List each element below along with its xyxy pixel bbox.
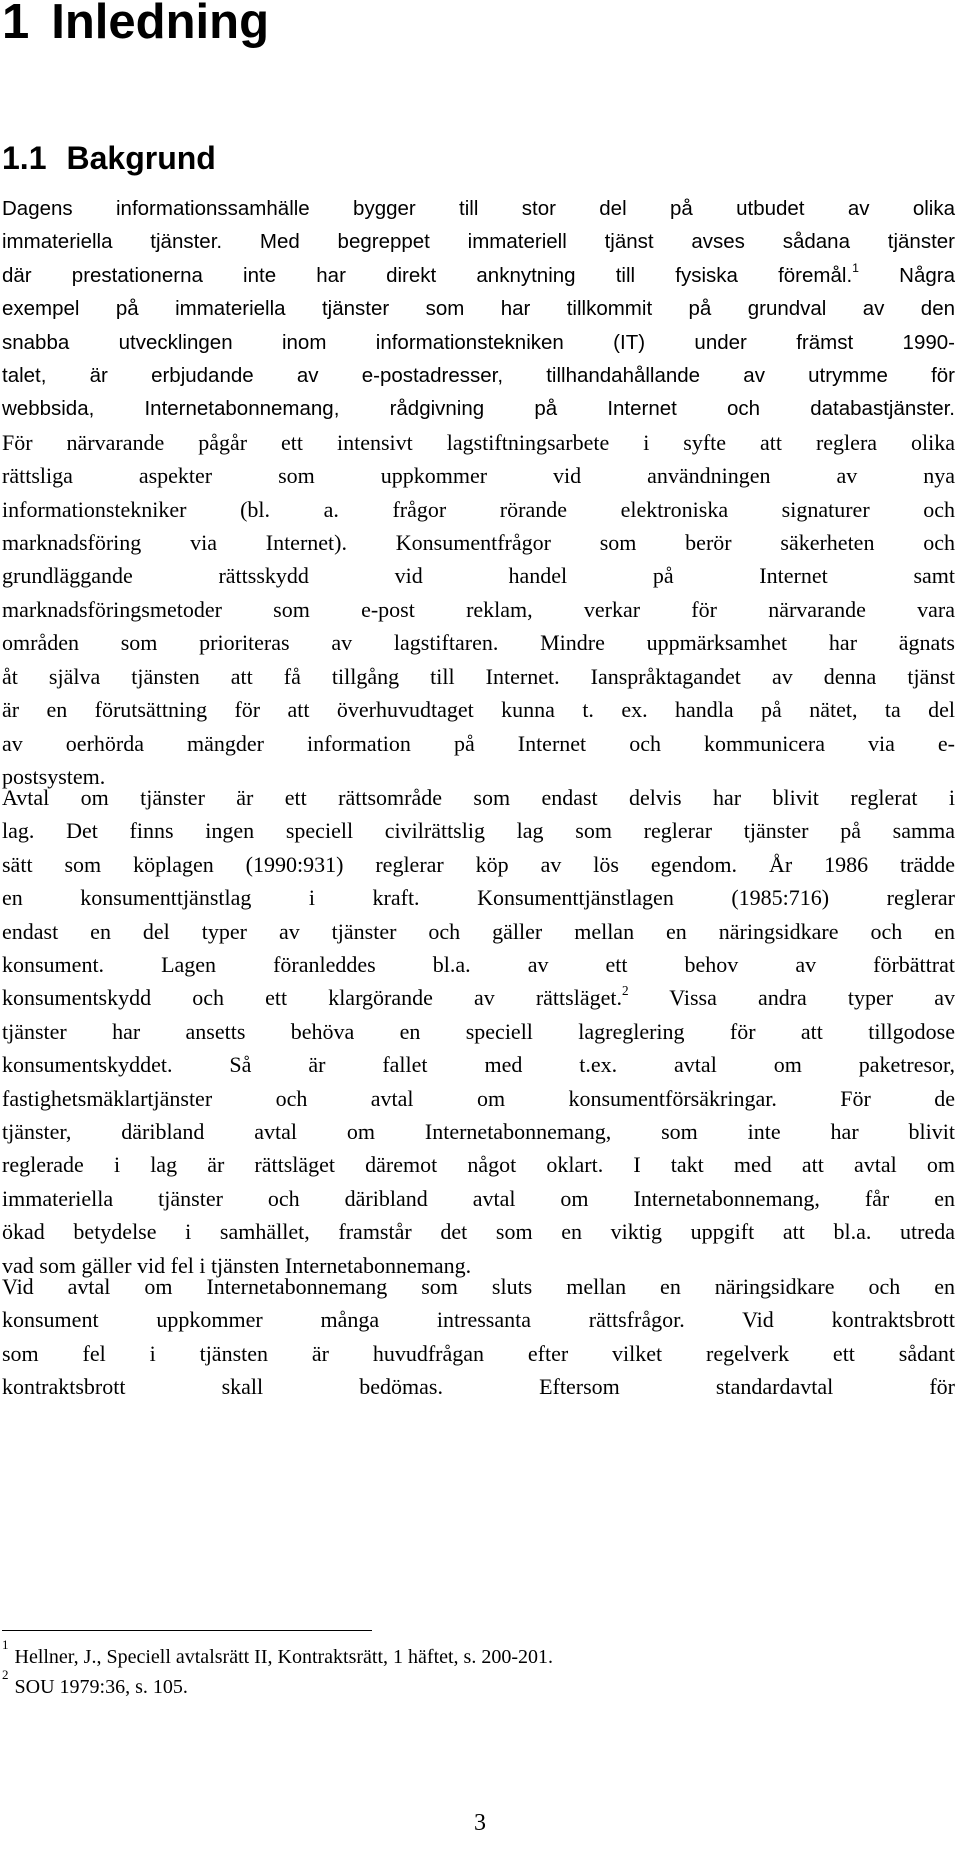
paragraph-1 (2, 192, 955, 793)
line-text: endast en del typer av tjänster och gäller mellan en näringsidkare och en (2, 918, 955, 944)
text-line (2, 459, 955, 492)
line-text: där prestationerna inte har direkt anknytning till fysiska föremål. (2, 263, 853, 287)
line-text: åt själva tjänsten att få tillgång till Internet. Ianspråktagandet av denna tjänst (2, 663, 955, 689)
line-text: kontraktsbrott skall bedömas. Eftersom standardavtal för (2, 1374, 955, 1400)
text-line (2, 326, 955, 359)
text-line (2, 981, 955, 1014)
text-line (2, 1182, 955, 1215)
line-text: reglerade i lag är rättsläget däremot något oklart. I takt med att avtal om (2, 1152, 955, 1178)
footnote-separator (2, 1630, 372, 1631)
chapter-number: 1 (2, 0, 30, 49)
line-text: marknadsföringsmetoder som e-post reklam, verkar för närvarande vara (2, 596, 955, 622)
text-line (2, 426, 955, 459)
line-text: konsument. Lagen föranleddes bl.a. av ett behov av förbättrat (2, 952, 955, 978)
section-heading (2, 138, 216, 178)
text-line (2, 559, 955, 592)
line-text: immateriella tjänster. Med begreppet immateriell tjänst avses sådana tjänster (2, 230, 955, 254)
text-line (2, 593, 955, 626)
footnote-ref[interactable]: 2 (621, 983, 629, 999)
line-text: snabba utvecklingen inom informationstekniken (IT) under främst 1990- (2, 330, 955, 354)
text-line (2, 292, 955, 325)
line-text: konsumentskyddet. Så är fallet med t.ex. avtal om paketresor, (2, 1052, 955, 1078)
text-line (2, 814, 955, 847)
footnote-1 (2, 1636, 902, 1672)
line-text: marknadsföring via Internet). Konsumentfrågor som berör säkerheten och (2, 530, 955, 556)
text-line (2, 1215, 955, 1248)
text-line (2, 526, 955, 559)
line-text: sätt som köplagen (1990:931) reglerar köp av lös egendom. År 1986 trädde (2, 851, 955, 877)
text-line (2, 1082, 955, 1115)
text-line (2, 493, 955, 526)
text-line (2, 781, 955, 814)
line-text-continued: Några (859, 263, 956, 287)
text-line (2, 1370, 955, 1403)
text-line (2, 1015, 955, 1048)
footnote-2 (2, 1666, 902, 1702)
line-text: postsystem. (2, 763, 106, 789)
line-text: vad som gäller vid fel i tjänsten Internetabonnemang. (2, 1252, 472, 1278)
section-title: Bakgrund (66, 140, 216, 176)
line-text: För närvarande pågår ett intensivt lagstiftningsarbete i syfte att reglera olika (2, 429, 955, 455)
line-text: grundläggande rättsskydd vid handel på Internet samt (2, 563, 955, 589)
footnote-1-mark: 1 (2, 1636, 9, 1652)
line-text: områden som prioriteras av lagstiftaren. Mindre uppmärksamhet har ägnats (2, 630, 955, 656)
line-text: Avtal om tjänster är ett rättsområde som endast delvis har blivit reglerat i (2, 785, 955, 810)
line-text-continued: Vissa andra typer av (628, 985, 955, 1011)
chapter-title: Inledning (51, 0, 270, 49)
line-text: exempel på immateriella tjänster som har tillkommit på grundval av den (2, 297, 955, 321)
section-number: 1.1 (2, 140, 47, 176)
line-text: som fel i tjänsten är huvudfrågan efter vilket regelverk ett sådant (2, 1340, 955, 1366)
line-text: lag. Det finns ingen speciell civilrättslig lag som reglerar tjänster på samma (2, 818, 955, 844)
line-text: konsumentskydd och ett klargörande av rättsläget. (2, 985, 622, 1011)
line-text: ökad betydelse i samhället, framstår det som en viktig uppgift att bl.a. utreda (2, 1219, 955, 1245)
line-text: en konsumenttjänstlag i kraft. Konsumenttjänstlagen (1985:716) reglerar (2, 885, 955, 911)
line-text: informationstekniker (bl. a. frågor rörande elektroniska signaturer och (2, 496, 955, 522)
text-line (2, 1337, 955, 1370)
text-line (2, 392, 955, 425)
text-line (2, 693, 955, 726)
footnotes (2, 1636, 902, 1702)
text-line (2, 626, 955, 659)
line-text: rättsliga aspekter som uppkommer vid användningen av nya (2, 463, 955, 489)
text-line (2, 848, 955, 881)
text-line (2, 1270, 955, 1303)
text-line (2, 1115, 955, 1148)
line-text: är en förutsättning för att överhuvudtaget kunna t. ex. handla på nätet, ta del (2, 697, 955, 723)
text-line (2, 1048, 955, 1081)
line-text: webbsida, Internetabonnemang, rådgivning på Internet och databastjänster. (2, 397, 955, 421)
footnote-2-mark: 2 (2, 1666, 9, 1682)
text-line (2, 259, 955, 292)
text-line (2, 881, 955, 914)
line-text: tjänster, däribland avtal om Internetabonnemang, som inte har blivit (2, 1119, 955, 1145)
line-text: Dagens informationssamhälle bygger till stor del på utbudet av olika (2, 197, 955, 220)
footnote-2-text: SOU 1979:36, s. 105. (14, 1676, 188, 1698)
page-number: 3 (474, 1810, 486, 1836)
chapter-heading (2, 0, 269, 58)
paragraph-2 (2, 781, 955, 1282)
text-line (2, 948, 955, 981)
line-text: immateriella tjänster och däribland avtal om Internetabonnemang, får en (2, 1185, 955, 1211)
text-line (2, 359, 955, 392)
text-line (2, 1303, 955, 1336)
footnote-1-text: Hellner, J., Speciell avtalsrätt II, Kontraktsrätt, 1 häftet, s. 200-201. (14, 1646, 553, 1668)
line-text: tjänster har ansetts behöva en speciell lagreglering för att tillgodose (2, 1018, 955, 1044)
footnote-ref[interactable]: 1 (852, 261, 859, 276)
paragraph-3 (2, 1270, 955, 1404)
line-text: fastighetsmäklartjänster och avtal om konsumentförsäkringar. För de (2, 1085, 955, 1111)
text-line (2, 727, 955, 760)
text-line (2, 192, 955, 225)
text-line (2, 915, 955, 948)
line-text: Vid avtal om Internetabonnemang som sluts mellan en näringsidkare och en (2, 1274, 955, 1299)
line-text: talet, är erbjudande av e-postadresser, tillhandahållande av utrymme för (2, 364, 955, 388)
line-text: av oerhörda mängder information på Internet och kommunicera via e- (2, 730, 955, 756)
text-line (2, 660, 955, 693)
text-line (2, 225, 955, 258)
line-text: konsument uppkommer många intressanta rättsfrågor. Vid kontraktsbrott (2, 1307, 955, 1333)
text-line (2, 1148, 955, 1181)
